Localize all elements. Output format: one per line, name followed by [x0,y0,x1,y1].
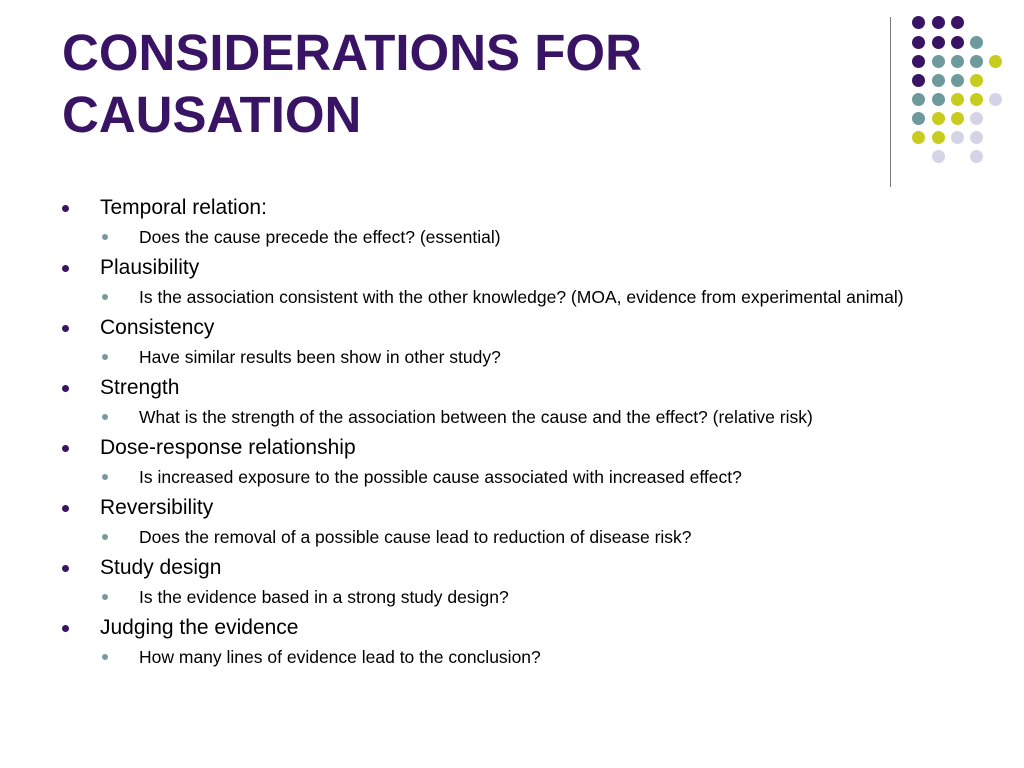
decorative-dot [912,131,925,144]
bullet-heading [62,195,982,221]
list-item [62,615,982,667]
bullet-heading-text: Strength [100,376,180,399]
bullet-dot-icon [62,625,69,632]
decorative-dot [970,131,983,144]
decorative-dot [932,36,945,49]
slide-title-line-1: CONSIDERATIONS FOR [62,24,642,81]
list-item [62,255,982,307]
sub-bullet-dot-icon [102,594,108,600]
decorative-dot [951,36,964,49]
decorative-dot [932,55,945,68]
title-divider-line [890,17,891,187]
bullet-detail [62,587,982,607]
bullet-heading [62,255,982,281]
bullet-detail-text: What is the strength of the association between the cause and the effect? (relative risk) [139,407,813,427]
slide-title [62,22,862,146]
bullet-detail-text: Have similar results been show in other study? [139,347,501,367]
slide-title-line-2: CAUSATION [62,86,362,143]
sub-bullet-dot-icon [102,474,108,480]
sub-bullet-dot-icon [102,654,108,660]
list-item [62,435,982,487]
bullet-dot-icon [62,325,69,332]
decorative-dot [970,150,983,163]
bullet-heading-text: Temporal relation: [100,196,267,219]
bullet-detail-text: Does the removal of a possible cause lead to reduction of disease risk? [139,527,692,547]
decorative-dot [970,93,983,106]
list-item [62,555,982,607]
bullet-detail [62,227,982,247]
decorative-dot [951,74,964,87]
decorative-dot [951,93,964,106]
decorative-dot [912,36,925,49]
bullet-heading-text: Reversibility [100,496,214,519]
decorative-dot [912,74,925,87]
bullet-dot-icon [62,445,69,452]
decorative-dot [970,112,983,125]
decorative-dot [912,112,925,125]
bullet-detail-text: Is the association consistent with the other knowledge? (MOA, evidence from experimental animal) [139,287,904,307]
sub-bullet-dot-icon [102,534,108,540]
bullet-dot-icon [62,385,69,392]
decorative-dot [970,74,983,87]
sub-bullet-dot-icon [102,234,108,240]
list-item [62,375,982,427]
bullet-dot-icon [62,505,69,512]
decorative-dot [912,16,925,29]
decorative-dot [989,55,1002,68]
decorative-dot [912,55,925,68]
bullet-heading [62,315,982,341]
bullet-dot-icon [62,565,69,572]
bullet-dot-icon [62,205,69,212]
bullet-heading-text: Dose-response relationship [100,436,356,459]
bullet-heading [62,435,982,461]
decorative-dot [932,93,945,106]
decorative-dot [951,112,964,125]
bullet-heading-text: Consistency [100,316,215,339]
decorative-dot [912,93,925,106]
bullet-detail [62,647,982,667]
bullet-list [62,194,982,675]
sub-bullet-dot-icon [102,294,108,300]
decorative-dot [932,150,945,163]
bullet-dot-icon [62,265,69,272]
bullet-detail [62,527,982,547]
bullet-heading-text: Plausibility [100,256,200,279]
bullet-heading [62,495,982,521]
bullet-detail [62,467,982,487]
bullet-detail [62,407,982,427]
decorative-dot [932,112,945,125]
decorative-dot [932,131,945,144]
list-item [62,495,982,547]
decorative-dot [951,131,964,144]
bullet-detail [62,347,982,367]
sub-bullet-dot-icon [102,354,108,360]
decorative-dot [951,55,964,68]
bullet-heading-text: Study design [100,556,222,579]
decorative-dot [970,55,983,68]
decorative-dot [989,93,1002,106]
decorative-dot [932,74,945,87]
bullet-detail-text: How many lines of evidence lead to the conclusion? [139,647,541,667]
list-item [62,195,982,247]
decorative-dot [932,16,945,29]
bullet-heading [62,615,982,641]
bullet-detail-text: Does the cause precede the effect? (essential) [139,227,501,247]
bullet-heading-text: Judging the evidence [100,616,299,639]
decorative-dot [951,16,964,29]
sub-bullet-dot-icon [102,414,108,420]
bullet-detail-text: Is increased exposure to the possible cause associated with increased effect? [139,467,742,487]
bullet-detail [62,287,982,307]
bullet-detail-text: Is the evidence based in a strong study design? [139,587,509,607]
bullet-heading [62,375,982,401]
decorative-dot [970,36,983,49]
bullet-heading [62,555,982,581]
list-item [62,315,982,367]
